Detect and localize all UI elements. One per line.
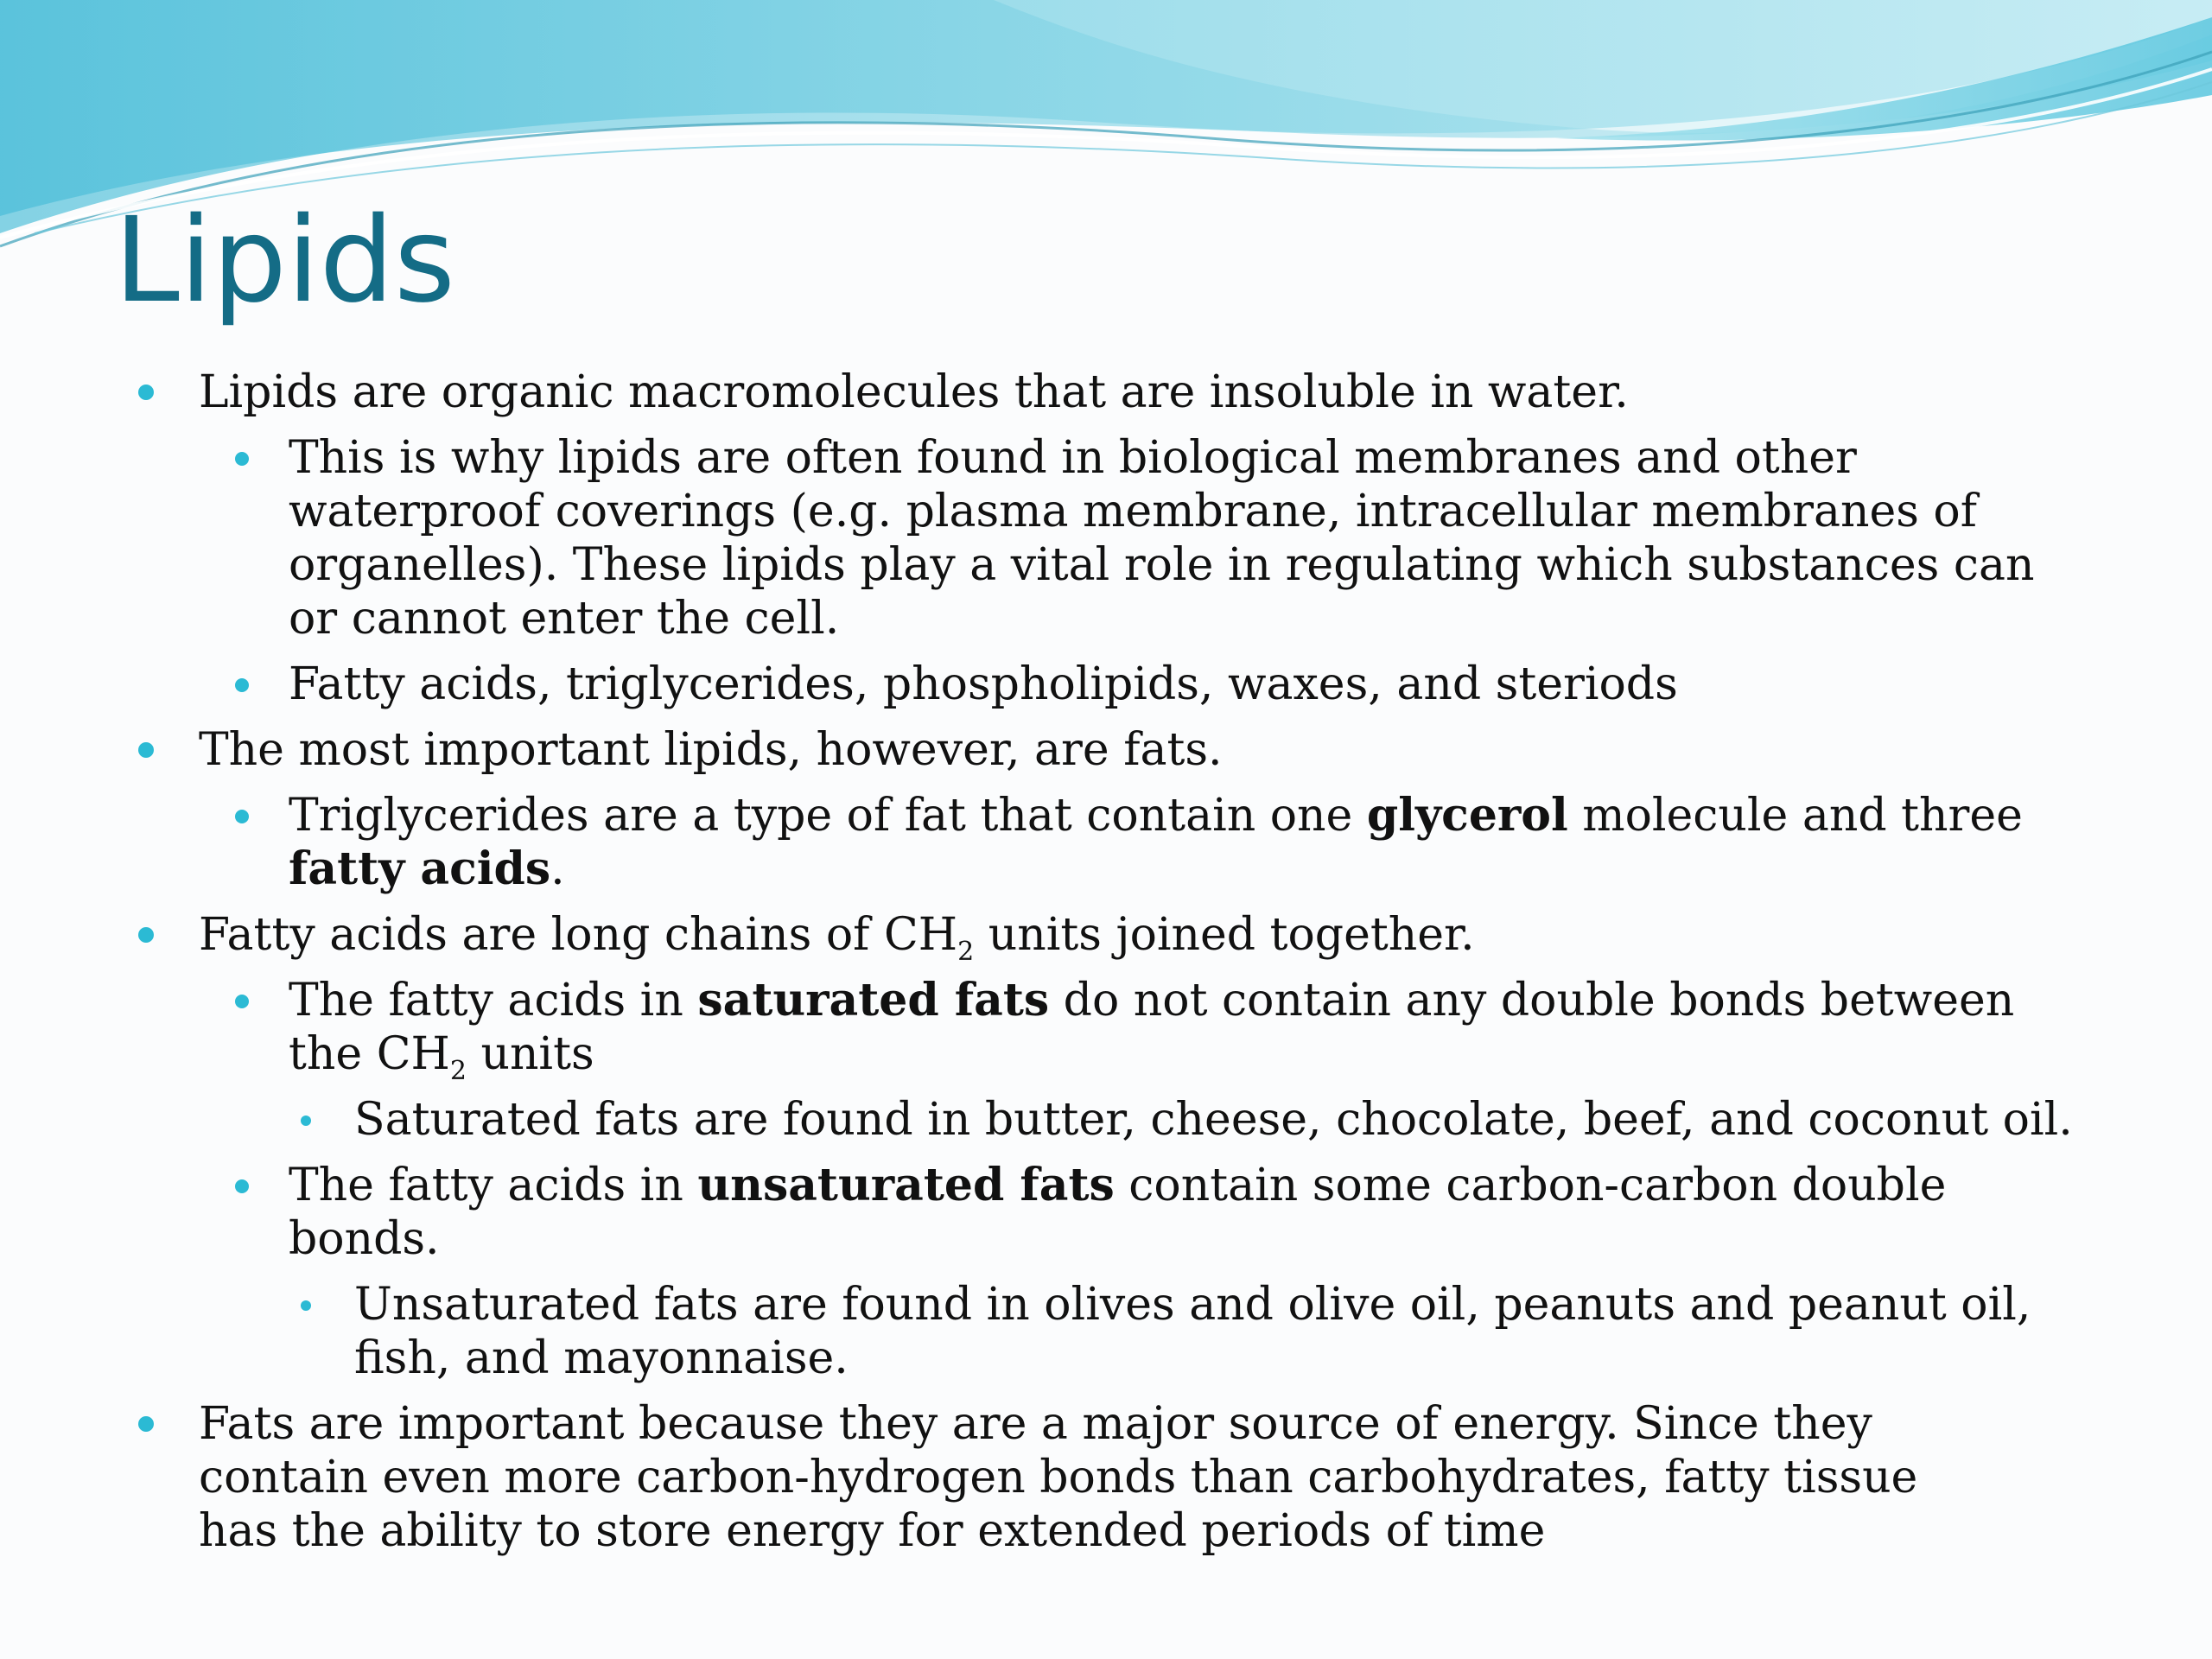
text-run: contain some carbon-carbon double bonds. bbox=[289, 1160, 1947, 1265]
term-glycerol: glycerol bbox=[1366, 789, 1568, 842]
list-item bbox=[0, 658, 2212, 711]
term-unsaturated-fats: unsaturated fats bbox=[697, 1159, 1115, 1211]
list-item bbox=[0, 365, 2212, 419]
slide-title: Lipids bbox=[114, 193, 455, 329]
bullet-dot-icon bbox=[138, 1416, 154, 1432]
text-run: units bbox=[466, 1028, 594, 1080]
subscript: 2 bbox=[957, 937, 975, 967]
bullet-dot-icon bbox=[235, 452, 249, 466]
bullet-dot-icon bbox=[235, 678, 249, 692]
bullet-text: Lipids are organic macromolecules that are insoluble in water. bbox=[199, 366, 1629, 418]
text-run: The fatty acids in bbox=[289, 975, 698, 1027]
text-run: units joined together. bbox=[974, 909, 1475, 961]
bullet-dot-icon bbox=[301, 1116, 311, 1126]
list-item bbox=[0, 1093, 2212, 1147]
list-item bbox=[0, 908, 2212, 967]
bullet-text: This is why lipids are often found in biological membranes and other waterproof coverings (e.g. plasma membrane, intracellular membranes of organelles). These lipids play a vital role in regulating which substances can or cannot enter the cell. bbox=[289, 432, 2035, 645]
bullet-text bbox=[289, 789, 2082, 896]
text-run: do not contain any double bonds between the CH bbox=[289, 975, 2015, 1080]
text-run: . bbox=[550, 843, 565, 895]
list-item bbox=[0, 789, 2212, 896]
list-item bbox=[0, 974, 2212, 1086]
term-fatty-acids: fatty acids bbox=[289, 842, 551, 895]
list-item bbox=[0, 431, 2212, 645]
bullet-dot-icon bbox=[301, 1300, 311, 1311]
term-saturated-fats: saturated fats bbox=[697, 974, 1050, 1027]
list-item bbox=[0, 1278, 2212, 1385]
text-run: molecule and three bbox=[1567, 790, 2023, 842]
bullet-dot-icon bbox=[235, 995, 249, 1008]
bullet-dot-icon bbox=[138, 927, 154, 943]
bullet-text bbox=[199, 908, 1996, 967]
bullet-dot-icon bbox=[235, 1179, 249, 1193]
text-run: Triglycerides are a type of fat that contain one bbox=[289, 790, 1367, 842]
list-item bbox=[0, 1159, 2212, 1266]
bullet-dot-icon bbox=[138, 385, 154, 400]
bullet-text bbox=[289, 974, 2082, 1086]
bullet-text: Fatty acids, triglycerides, phospholipids, waxes, and steriods bbox=[289, 658, 1678, 710]
bullet-text: Saturated fats are found in butter, cheese, chocolate, beef, and coconut oil. bbox=[354, 1094, 2073, 1146]
bullet-text bbox=[289, 1159, 2082, 1266]
bullet-list bbox=[0, 365, 2212, 1558]
bullet-dot-icon bbox=[138, 742, 154, 758]
list-item bbox=[0, 1397, 2212, 1558]
list-item bbox=[0, 723, 2212, 777]
bullet-text: Unsaturated fats are found in olives and olive oil, peanuts and peanut oil, fish, and mayonnaise. bbox=[354, 1279, 2031, 1384]
text-run: Fatty acids are long chains of CH bbox=[199, 909, 958, 961]
bullet-dot-icon bbox=[235, 810, 249, 823]
subscript: 2 bbox=[449, 1056, 467, 1086]
text-run: The fatty acids in bbox=[289, 1160, 698, 1211]
bullet-text: Fats are important because they are a major source of energy. Since they contain even more carbon-hydrogen bonds than carbohydrates, fatty tissue has the ability to store energy for extended periods of time bbox=[199, 1398, 1918, 1557]
bullet-text: The most important lipids, however, are fats. bbox=[199, 724, 1223, 776]
